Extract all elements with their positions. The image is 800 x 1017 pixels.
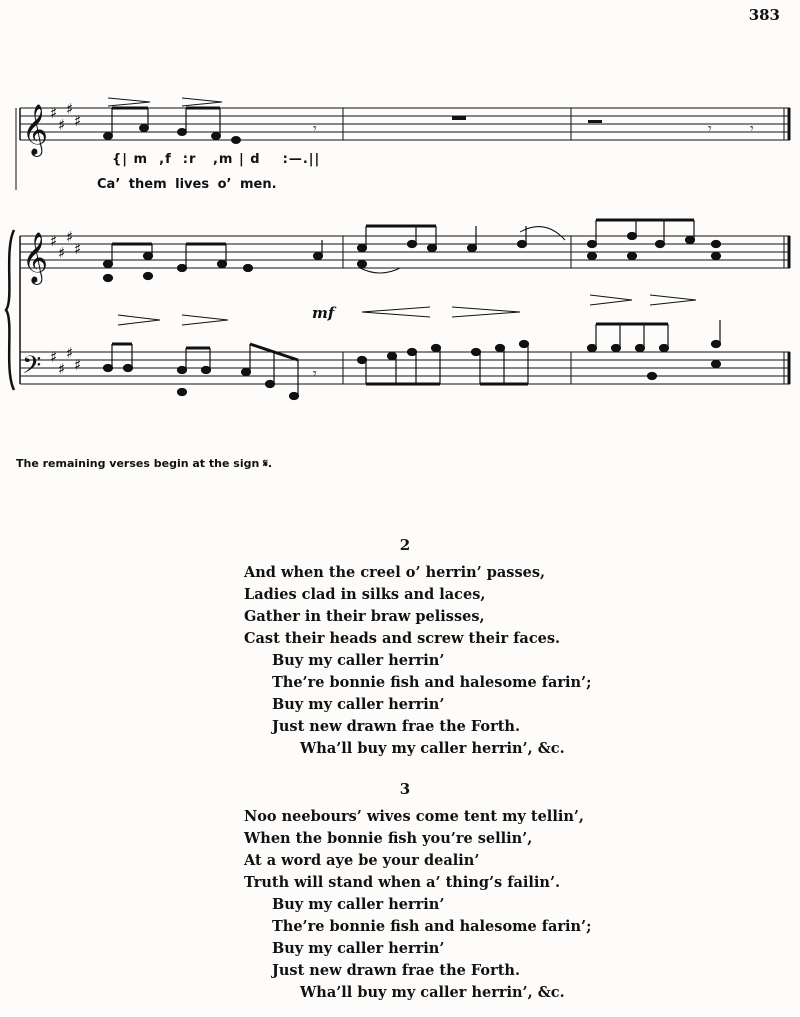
svg-text:𝄾: 𝄾 — [313, 366, 317, 382]
lyric-line: Ca’ them lives o’ men. — [97, 177, 277, 192]
piano-treble-staff — [20, 236, 790, 384]
svg-text:♯: ♯ — [74, 240, 82, 258]
verse-line: The’re bonnie fish and halesome farin’; — [272, 918, 592, 935]
piano-bass-staff — [20, 352, 790, 384]
svg-text:𝄾: 𝄾 — [750, 121, 754, 137]
svg-text:𝄾: 𝄾 — [313, 121, 317, 137]
svg-text:♯: ♯ — [74, 112, 82, 130]
vocal-notes — [104, 98, 755, 144]
verse-line: Cast their heads and screw their faces. — [244, 630, 561, 647]
svg-text:𝄾: 𝄾 — [708, 121, 712, 137]
svg-text:♯: ♯ — [58, 244, 66, 262]
verse-line: Buy my caller herrin’ — [272, 940, 445, 957]
verse-line: At a word aye be your dealin’ — [244, 852, 480, 869]
verse-line: The’re bonnie fish and halesome farin’; — [272, 674, 592, 691]
verse-3 — [244, 778, 591, 1004]
dynamic-marking: mf — [312, 304, 335, 322]
verse-line: Wha’ll buy my caller herrin’, &c. — [300, 740, 565, 757]
piano-treble-notes — [104, 220, 721, 282]
treble-clef-icon: 𝄞 — [22, 232, 49, 283]
svg-text:♯: ♯ — [66, 344, 74, 362]
tonic-solfa-line: {| m ,f :r ,m | d :—.|| — [112, 152, 321, 167]
verse-line: Just new drawn frae the Forth. — [272, 718, 521, 735]
remaining-verses-note: The remaining verses begin at the sign 𝄋. — [16, 457, 273, 470]
verse-number: 2 — [399, 536, 411, 554]
page-number: 383 — [748, 6, 780, 24]
treble-clef-icon: 𝄞 — [22, 104, 49, 155]
verse-line: Just new drawn frae the Forth. — [272, 962, 521, 979]
hairpins — [118, 295, 696, 325]
svg-text:♯: ♯ — [50, 232, 58, 250]
svg-text:♯: ♯ — [66, 228, 74, 246]
verse-line: Noo neebours’ wives come tent my tellin’, — [244, 808, 584, 825]
svg-text:♯: ♯ — [50, 104, 58, 122]
svg-text:♯: ♯ — [58, 360, 66, 378]
verse-2 — [244, 534, 591, 760]
svg-text:♯: ♯ — [58, 116, 66, 134]
verse-line: Buy my caller herrin’ — [272, 652, 445, 669]
svg-text:♯: ♯ — [74, 356, 82, 374]
verse-line: Buy my caller herrin’ — [272, 896, 445, 913]
svg-text:♯: ♯ — [66, 100, 74, 118]
verse-line: Gather in their braw pelisses, — [244, 608, 485, 625]
verse-line: When the bonnie fish you’re sellin’, — [244, 830, 533, 847]
verse-line: Buy my caller herrin’ — [272, 696, 445, 713]
bass-clef-icon: 𝄢 — [22, 351, 42, 386]
verse-line: And when the creel o’ herrin’ passes, — [244, 564, 546, 581]
verse-line: Truth will stand when a’ thing’s failin’. — [244, 874, 561, 891]
verse-line: Wha’ll buy my caller herrin’, &c. — [300, 984, 565, 1001]
svg-text:♯: ♯ — [50, 348, 58, 366]
verse-line: Ladies clad in silks and laces, — [244, 586, 486, 603]
music-score — [0, 0, 800, 460]
verse-number: 3 — [399, 780, 411, 798]
key-signature — [50, 100, 81, 378]
